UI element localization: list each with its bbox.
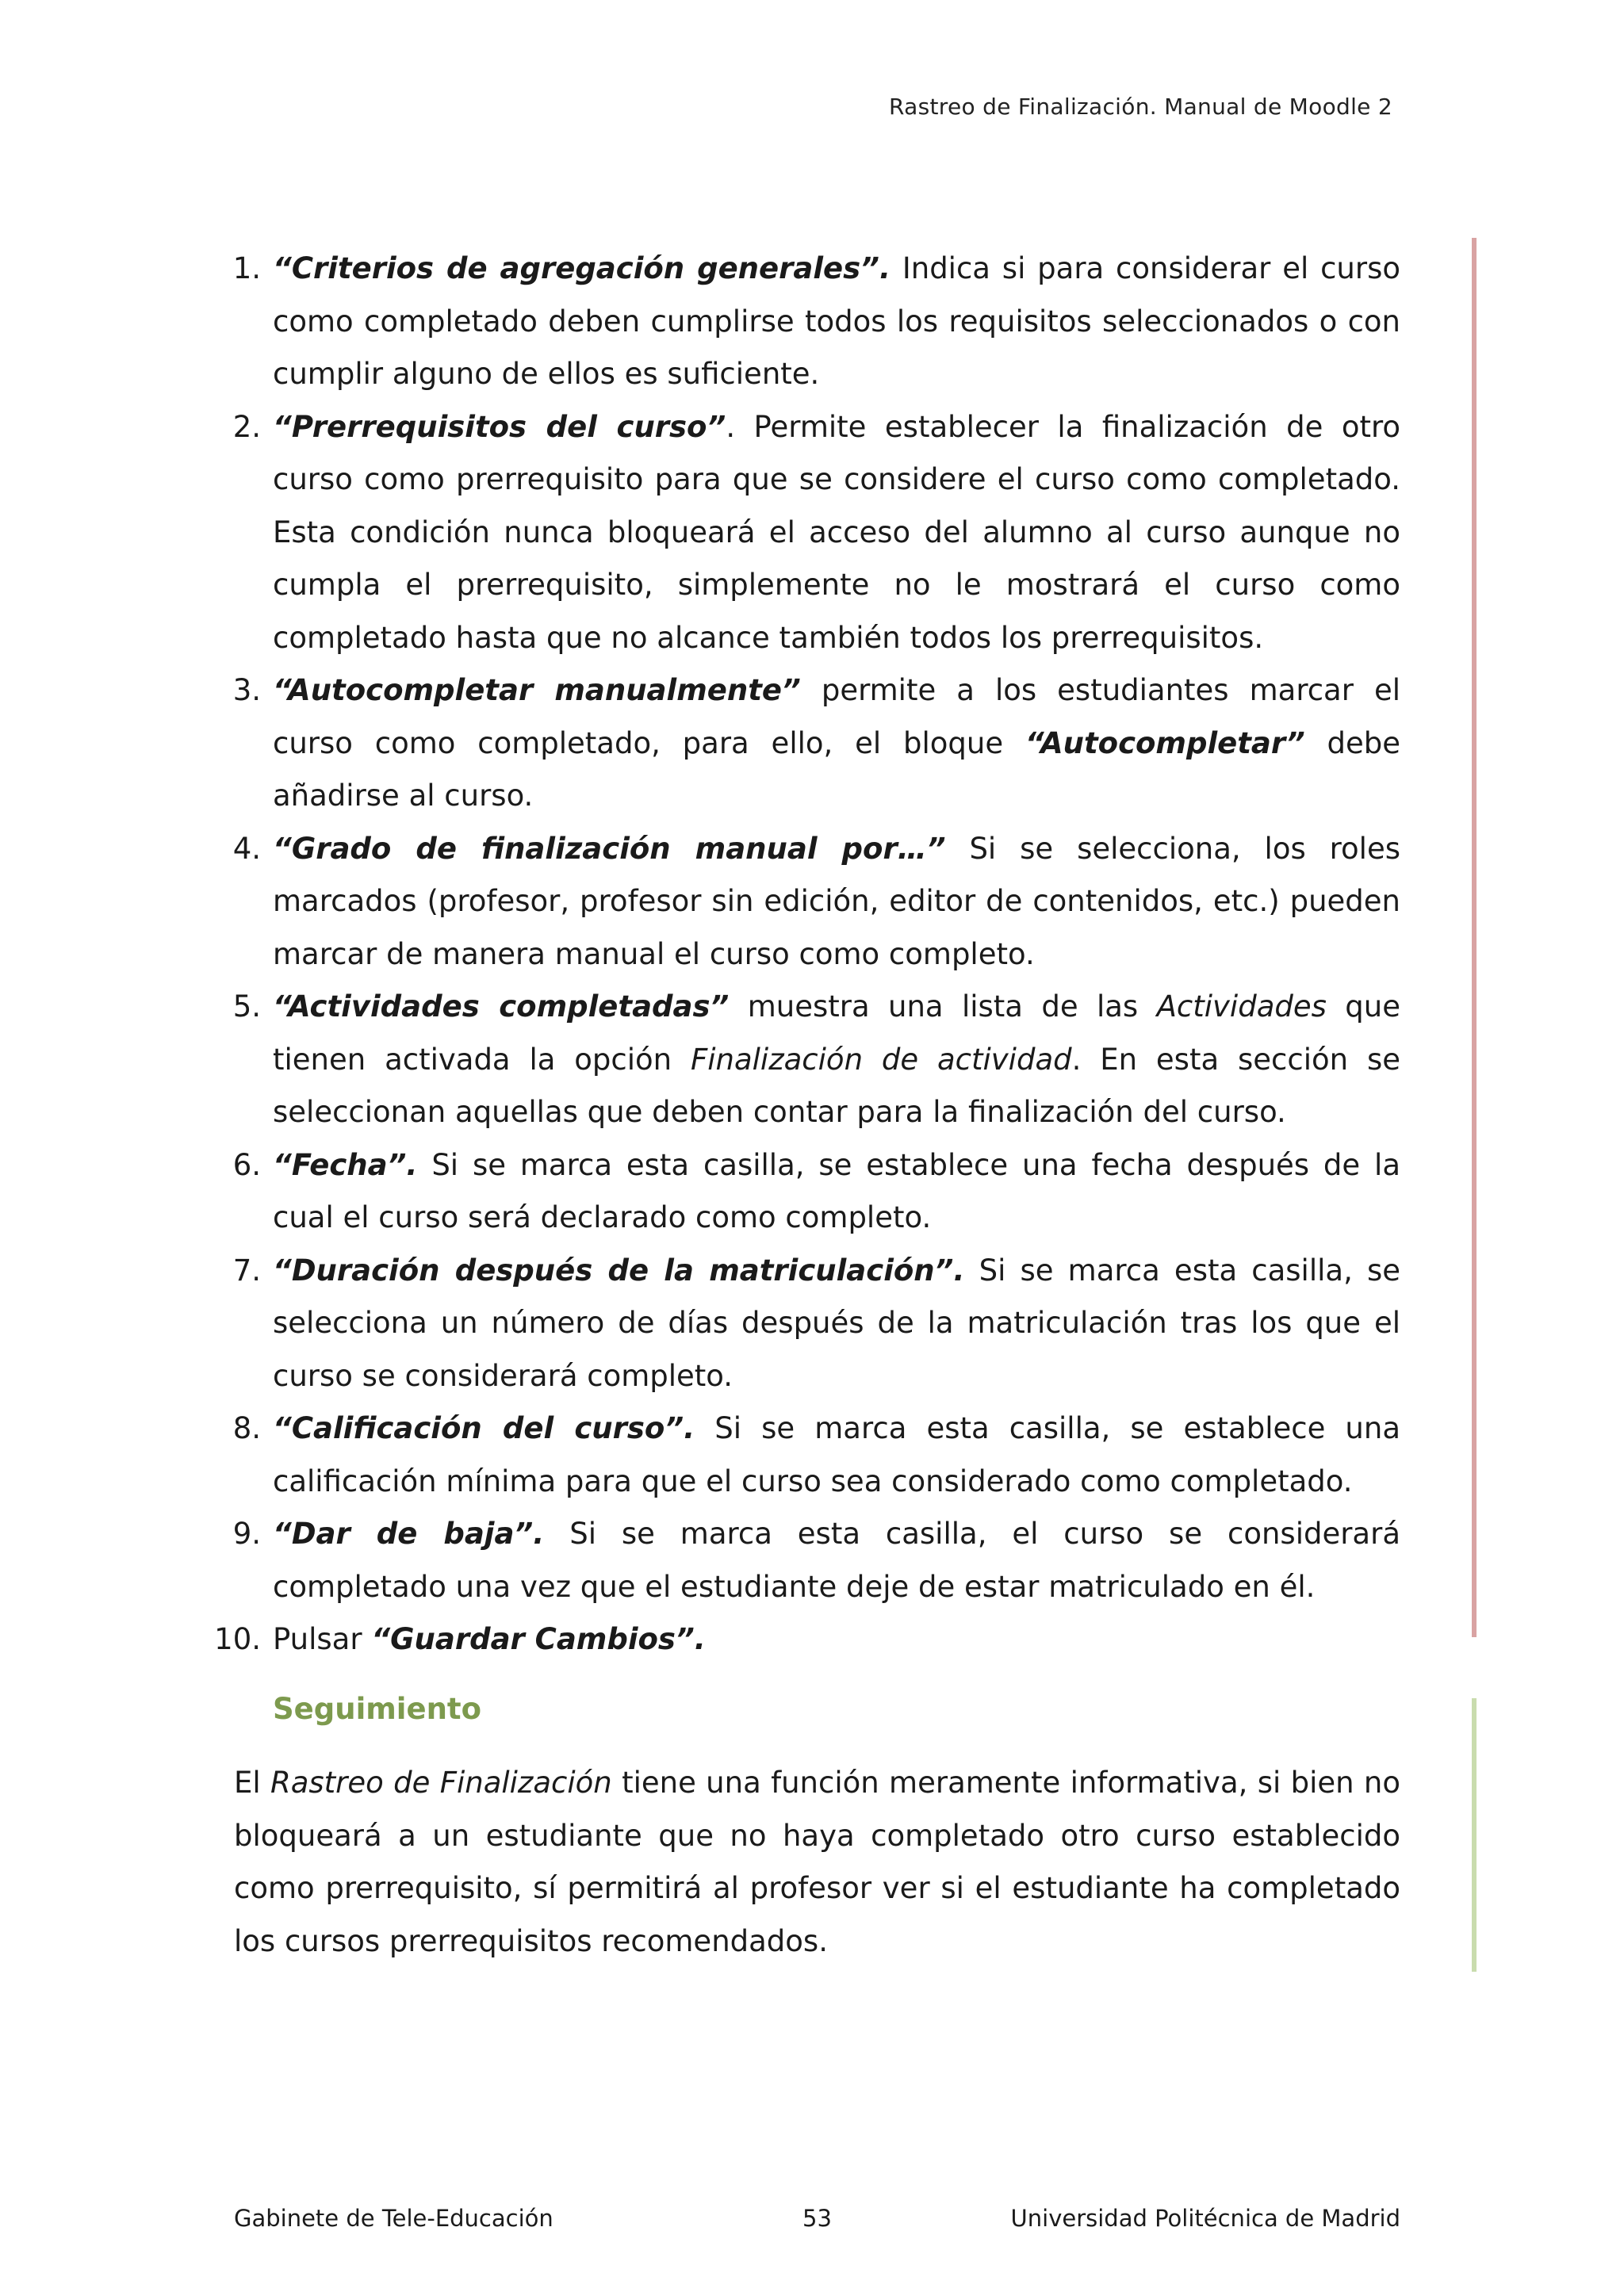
page-footer xyxy=(234,2205,1400,2237)
block-name: “Autocompletar” xyxy=(1025,725,1305,760)
list-number: 6. xyxy=(232,1147,261,1182)
margin-bar-red xyxy=(1472,238,1477,1637)
list-item xyxy=(234,664,1400,823)
criterion-description: Si se marca esta casilla, el curso se considerará completado una vez que el estudiante deje de estar matriculado en él. xyxy=(273,1517,1400,1604)
criterion-term: “Calificación del curso”. xyxy=(273,1411,695,1445)
page-header-title: Rastreo de Finalización. Manual de Moodle 2 xyxy=(889,94,1392,120)
footer-university: Universidad Politécnica de Madrid xyxy=(1010,2205,1400,2232)
list-number: 9. xyxy=(232,1517,261,1551)
footer-department: Gabinete de Tele-Educación xyxy=(234,2205,553,2232)
criterion-description: muestra una lista de las xyxy=(729,989,1157,1024)
criterion-term: “Actividades completadas” xyxy=(273,989,730,1024)
activities-word: Actividades xyxy=(1156,989,1327,1024)
criterion-term: “Criterios de agregación generales”. xyxy=(273,251,891,285)
criterion-term: “Dar de baja”. xyxy=(273,1517,545,1551)
list-number: 5. xyxy=(232,989,261,1024)
criterion-description: Si se marca esta casilla, se selecciona un número de días después de la matriculación tras los que el curso se considerará completo. xyxy=(273,1253,1400,1393)
criteria-list xyxy=(214,243,1401,1667)
paragraph-rest: tiene una función meramente informativa, si bien no bloqueará a un estudiante que no haya completado otro curso establecido como prerrequisito, sí permitirá al profesor ver si el estudiante ha completado los cursos prerrequisitos recomendados. xyxy=(234,1766,1401,1958)
list-number: 8. xyxy=(232,1411,261,1445)
criterion-description-end: debe añadirse al curso. xyxy=(273,725,1400,813)
page-number: 53 xyxy=(802,2205,832,2232)
criterion-description: Si se marca esta casilla, se establece una fecha después de la cual el curso será declarado como completo. xyxy=(273,1147,1400,1234)
criterion-description-mid: que tienen activada la opción xyxy=(273,989,1400,1077)
list-item xyxy=(234,1139,1400,1245)
list-number: 10. xyxy=(214,1622,261,1656)
criterion-description: Si se marca esta casilla, se establece una calificación mínima para que el curso sea considerado como completado. xyxy=(273,1411,1400,1498)
criterion-description-end: . En esta sección se seleccionan aquellas que deben contar para la finalización del curso. xyxy=(273,1042,1400,1129)
criterion-description: . Permite establecer la finalización de otro curso como prerrequisito para que se considere el curso como completado. Esta condición nunca bloqueará el acceso del alumno al curso aunque no cumpla el prerrequisito, simplemente no le mostrará el curso como completado hasta que no alcance también todos los prerrequisitos. xyxy=(273,409,1400,655)
list-item xyxy=(214,1613,1400,1667)
paragraph-emphasis: Rastreo de Finalización xyxy=(270,1766,612,1800)
list-item xyxy=(234,1402,1400,1508)
list-number: 1. xyxy=(232,251,261,285)
list-item xyxy=(234,981,1400,1139)
criterion-term: “Duración después de la matriculación”. xyxy=(273,1253,965,1288)
criterion-term: “Prerrequisitos del curso” xyxy=(273,409,726,444)
list-item xyxy=(234,823,1400,982)
criterion-term: “Grado de finalización manual por…” xyxy=(273,831,946,866)
list-item xyxy=(234,243,1400,401)
save-changes-term: “Guardar Cambios”. xyxy=(371,1622,706,1656)
list-number: 2. xyxy=(232,409,261,444)
criterion-term: “Autocompletar manualmente” xyxy=(273,673,801,707)
margin-bar-green xyxy=(1472,1698,1477,1972)
criterion-description: Indica si para considerar el curso como completado deben cumplirse todos los requisitos seleccionados o con cumplir alguno de ellos es suficiente. xyxy=(273,251,1400,391)
list-item xyxy=(234,1508,1400,1613)
criterion-term: “Fecha”. xyxy=(273,1147,418,1182)
list-item xyxy=(234,1245,1400,1403)
list-number: 7. xyxy=(232,1253,261,1288)
criterion-description: Si se selecciona, los roles marcados (profesor, profesor sin edición, editor de contenidos, etc.) pueden marcar de manera manual el curso como completo. xyxy=(273,831,1401,971)
option-name: Finalización de actividad xyxy=(690,1042,1072,1077)
criteria-list-container xyxy=(214,243,1401,1667)
criterion-description: permite a los estudiantes marcar el curso como completado, para ello, el bloque xyxy=(273,673,1401,760)
list-number: 3. xyxy=(232,673,261,707)
paragraph-start: El xyxy=(234,1766,270,1800)
list-number: 4. xyxy=(232,831,261,866)
section-heading: Seguimiento xyxy=(273,1692,482,1726)
step-prefix: Pulsar xyxy=(273,1622,372,1656)
section-paragraph xyxy=(234,1757,1400,1968)
list-item xyxy=(234,401,1400,665)
